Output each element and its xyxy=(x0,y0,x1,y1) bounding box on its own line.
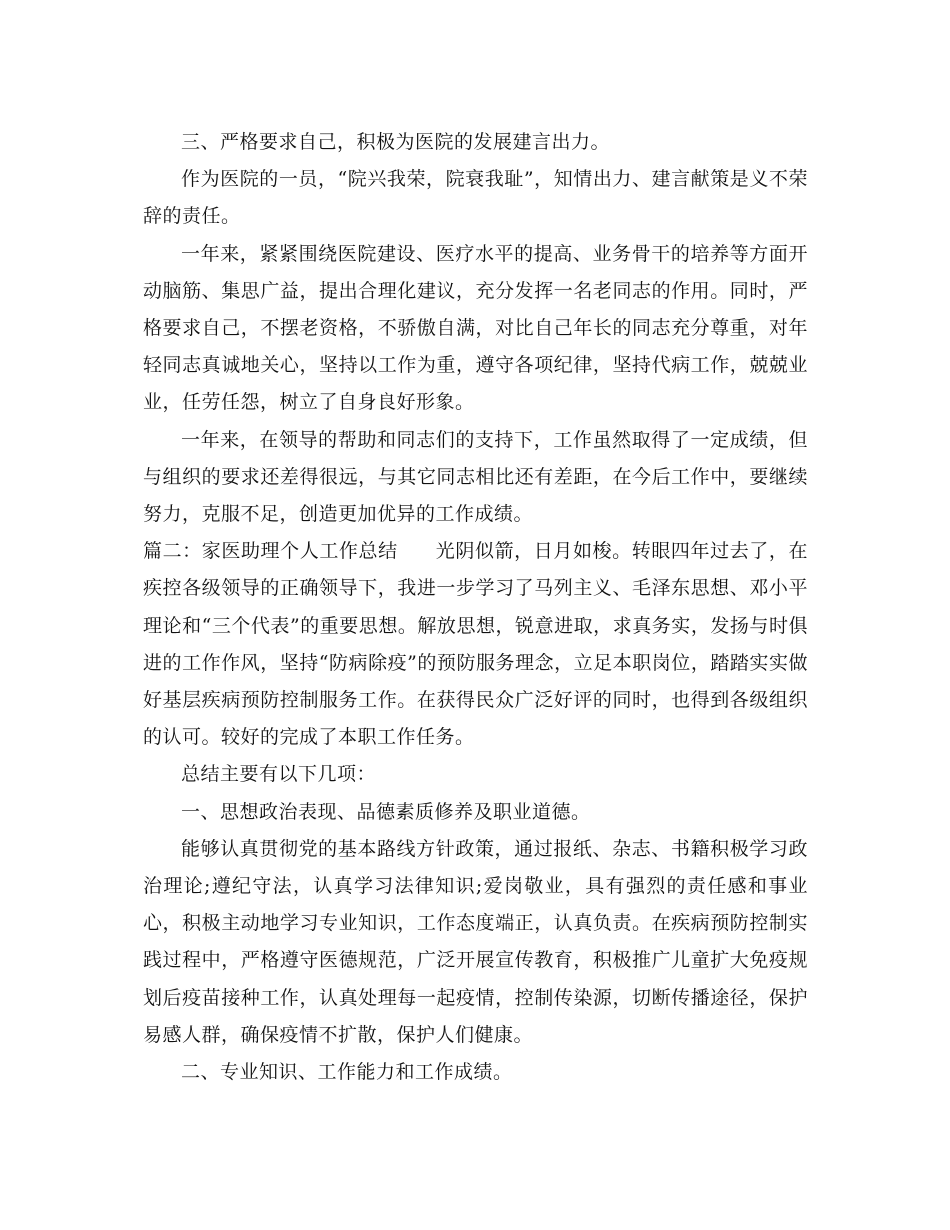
paragraph: 总结主要有以下几项： xyxy=(181,763,377,786)
paragraph: 一年来，在领导的帮助和同志们的支持下，工作虽然取得了一定成绩，但与组织的要求还差得很远，与其它同志相比还有差距，在今后工作中，要继续努力，克服不足，创造更加优异的工作成绩。 xyxy=(143,428,808,526)
section2-heading: 篇二：家医助理个人工作总结 xyxy=(143,540,398,563)
paragraph: 作为医院的一员，“院兴我荣，院衰我耻”，知情出力、建言献策是义不荣辞的责任。 xyxy=(143,168,808,228)
section2-paragraph xyxy=(143,533,808,756)
document-body xyxy=(143,124,808,1091)
paragraph: 能够认真贯彻党的基本路线方针政策，通过报纸、杂志、书籍积极学习政治理论;遵纪守法，认真学习法律知识;爱岗敬业，具有强烈的责任感和事业心，积极主动地学习专业知识，工作态度端正，认真负责。在疾病预防控制实践过程中，严格遵守医德规范，广泛开展宣传教育，积极推广儿童扩大免疫规划后疫苗接种工作，认真处理每一起疫情，控制传染源，切断传播途径，保护易感人群，确保疫情不扩散，保护人们健康。 xyxy=(143,837,808,1046)
section-heading-2: 二、专业知识、工作能力和工作成绩。 xyxy=(181,1061,513,1084)
section-heading-3: 三、严格要求自己，积极为医院的发展建言出力。 xyxy=(181,131,611,153)
paragraph: 一年来，紧紧围绕医院建设、医疗水平的提高、业务骨干的培养等方面开动脑筋、集思广益，提出合理化建议，充分发挥一名老同志的作用。同时，严格要求自己，不摆老资格，不骄傲自满，对比自己年长的同志充分尊重，对年轻同志真诚地关心，坚持以工作为重，遵守各项纪律，坚持代病工作，兢兢业业，任劳任怨，树立了自身良好形象。 xyxy=(143,242,808,414)
section2-text: 光阴似箭，日月如梭。转眼四年过去了，在疾控各级领导的正确领导下，我进一步学习了马列主义、毛泽东思想、邓小平理论和“三个代表”的重要思想。解放思想，锐意进取，求真务实，发扬与时俱进的工作作风，坚持“防病除疫”的预防服务理念，立足本职岗位，踏踏实实做好基层疾病预防控制服务工作。在获得民众广泛好评的同时，也得到各级组织的认可。较好的完成了本职工作任务。 xyxy=(143,540,808,749)
section-heading-1: 一、思想政治表现、品德素质修养及职业道德。 xyxy=(181,800,591,823)
